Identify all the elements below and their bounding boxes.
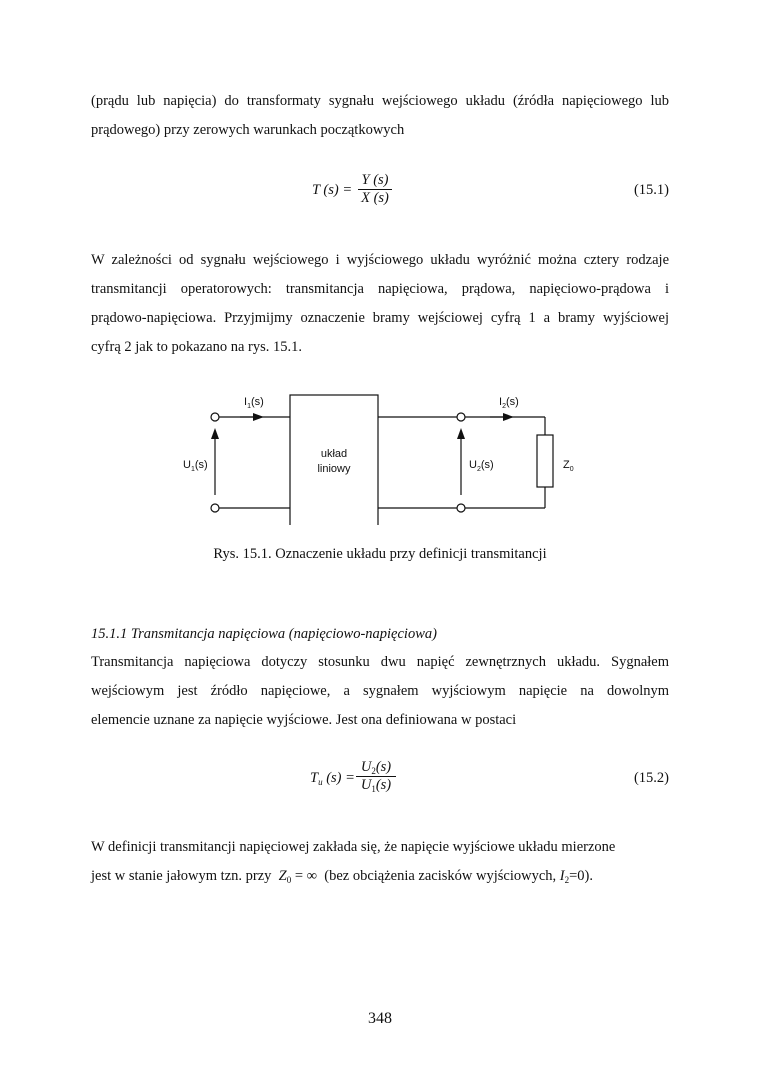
- input-terminal-top: [211, 413, 219, 421]
- paragraph-idle-state: [91, 833, 669, 892]
- section-heading: 15.1.1 Transmitancja napięciowa (napięciowo-napięciowa): [91, 626, 437, 642]
- equation-number: (15.1): [633, 182, 669, 198]
- i1-arrowhead: [253, 413, 264, 421]
- equation-lhs: T (s) =: [312, 182, 353, 198]
- text-line: W definicji transmitancji napięciowej zakłada się, że napięcie wyjściowe układu mierzone: [91, 839, 616, 855]
- text-line: transmitancji operatorowych: transmitancja napięciowa, prądowa, napięciowo-prądowa i: [91, 281, 669, 297]
- fraction-numerator: Y (s): [361, 172, 389, 188]
- circuit-diagram: [170, 385, 590, 525]
- input-terminal-bottom: [211, 504, 219, 512]
- fraction-numerator: $U_2(s)$: [360, 759, 392, 776]
- equation-lhs: $T_u$ (s) =: [310, 770, 355, 787]
- text-line: (prądu lub napięcia) do transformaty sygnału wejściowego układu (źródła napięciowego lub: [91, 93, 669, 109]
- label-u2: $U_2(s)$: [469, 459, 494, 473]
- equation-fraction: [358, 172, 392, 207]
- output-terminal-top: [457, 413, 465, 421]
- block-label-line1: układ: [320, 448, 348, 460]
- figure-caption: Rys. 15.1. Oznaczenie układu przy definicji transmitancji: [213, 546, 547, 562]
- fraction-denominator: $U_1(s)$: [356, 776, 396, 794]
- i2-arrowhead: [503, 413, 514, 421]
- output-terminal-bottom: [457, 504, 465, 512]
- label-u1: $U_1(s)$: [183, 459, 208, 473]
- equation-fraction: [356, 759, 396, 794]
- u2-arrowhead: [457, 428, 465, 439]
- text-line: prądowego) przy zerowych warunkach początkowych: [91, 122, 405, 138]
- block-label-line2: liniowy: [317, 463, 351, 475]
- equation-number: (15.2): [633, 770, 669, 786]
- page-number: 348: [368, 1010, 392, 1027]
- linear-system-block: [290, 395, 378, 525]
- equation-15-1: [91, 172, 669, 216]
- text-line: elemencie uznane za napięcie wyjściowe. Jest ona definiowana w postaci: [91, 712, 517, 728]
- inline-math-z0: $Z_0$ = ∞: [278, 868, 317, 885]
- paragraph-voltage-transmittance: [91, 648, 669, 735]
- text-line: jest w stanie jałowym tzn. przy $Z_0$ = ∞ (bez obciążenia zacisków wyjściowych, $I_2=0$).: [91, 868, 594, 885]
- text-line: W zależności od sygnału wejściowego i wyjściowego układu wyróżnić można cztery rodzaje: [91, 252, 669, 268]
- text-line: cyfrą 2 jak to pokazano na rys. 15.1.: [91, 339, 302, 355]
- text-line: wejściowym jest źródło napięciowe, a sygnałem wyjściowym napięcie na dowolnym: [91, 683, 669, 699]
- paragraph-types: [91, 246, 669, 362]
- label-i1: $I_1(s)$: [244, 396, 264, 410]
- text-line: prądowo-napięciowa. Przyjmijmy oznaczenie bramy wejściowej cyfrą 1 a bramy wyjściowej: [91, 310, 669, 326]
- label-i2: $I_2(s)$: [499, 396, 519, 410]
- equation-15-2: [91, 759, 669, 803]
- label-z0: $Z_0$: [563, 459, 574, 473]
- load-impedance: [537, 435, 553, 487]
- u1-arrowhead: [211, 428, 219, 439]
- paragraph-intro: [91, 87, 669, 145]
- fraction-denominator: X (s): [358, 189, 392, 207]
- text-line: Transmitancja napięciowa dotyczy stosunku dwu napięć zewnętrznych układu. Sygnałem: [91, 654, 669, 670]
